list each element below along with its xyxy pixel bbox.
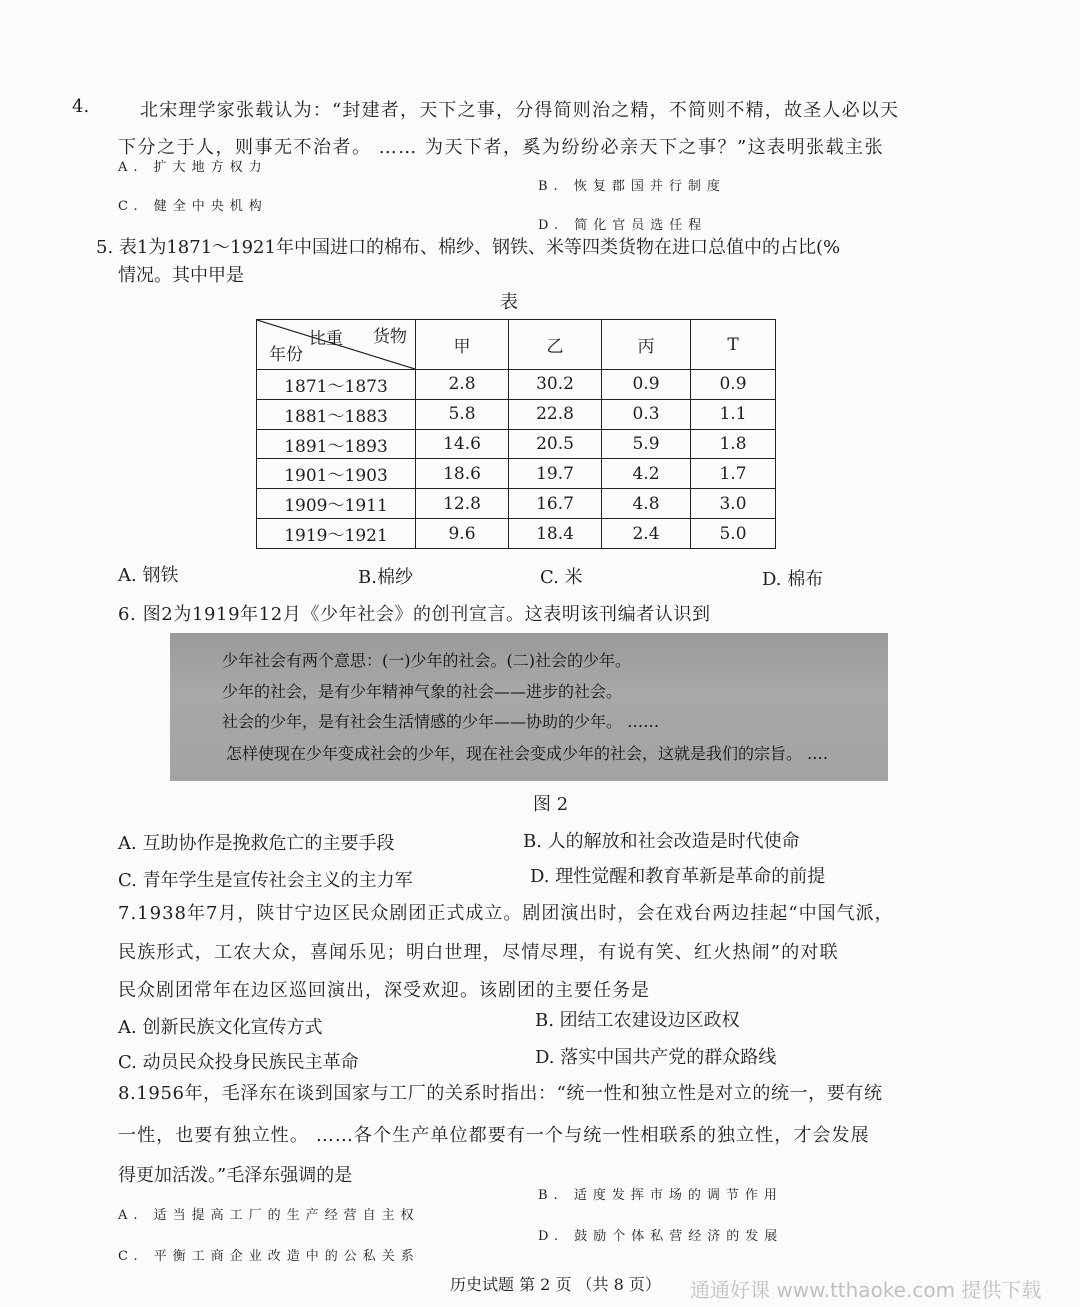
q6-option-b: B. 人的解放和社会改造是时代使命 — [523, 831, 800, 852]
q6-stem-line1: 6. 图2为1919年12月《少年社会》的创刊宣言。这表明该刊编者认识到 — [118, 604, 711, 625]
q6-option-d: D. 理性觉醒和教育革新是革命的前提 — [530, 866, 826, 887]
q8-option-b: B. 适度发挥市场的调节作用 — [538, 1188, 783, 1203]
table-cell: 22.8 — [509, 399, 602, 429]
table-cell: 0.9 — [691, 370, 776, 400]
q5-option-d: D. 棉布 — [762, 569, 824, 590]
table-cell: 1919～1921 — [257, 519, 416, 549]
table-cell: 1.8 — [691, 429, 776, 459]
q8-option-c: C. 平衡工商企业改造中的公私关系 — [118, 1249, 420, 1264]
q5-option-b: B.棉纱 — [358, 567, 413, 588]
table-row — [257, 429, 776, 459]
table-row — [257, 489, 776, 519]
table-cell: 4.2 — [602, 459, 691, 489]
table-cell: 16.7 — [509, 489, 602, 519]
q6-option-c: C. 青年学生是宣传社会主义的主力军 — [118, 870, 413, 891]
figure-line: 社会的少年，是有社会生活情感的少年——协助的少年。 …… — [222, 712, 660, 731]
q7-option-c: C. 动员民众投身民族民主革命 — [118, 1052, 359, 1073]
q7-option-a: A. 创新民族文化宣传方式 — [118, 1017, 323, 1038]
table-cell: 1.1 — [691, 399, 776, 429]
table-cell: 18.4 — [509, 519, 602, 549]
manifesto-figure — [170, 633, 888, 781]
q7-option-d: D. 落实中国共产党的群众路线 — [535, 1047, 777, 1068]
q4-option-a: A. 扩大地方权力 — [118, 160, 268, 175]
q7-stem-line3: 民众剧团常年在边区巡回演出，深受欢迎。该剧团的主要任务是 — [118, 980, 650, 1001]
q4-stem-line2: 下分之于人，则事无不治者。 …… 为天下者，奚为纷纷必亲天下之事？”这表明张载主张 — [118, 137, 885, 158]
header-year: 年份 — [269, 345, 303, 365]
q4-option-c: C. 健全中央机构 — [118, 199, 268, 214]
q8-stem-line2: 一性，也要有独立性。 ……各个生产单位都要有一个与统一性相联系的独立性，才会发展 — [118, 1125, 870, 1146]
table-cell: 1909～1911 — [257, 489, 416, 519]
table-cell: 5.0 — [691, 519, 776, 549]
column-header: T — [691, 320, 776, 370]
figure-line: 少年的社会，是有少年精神气象的社会——进步的社会。 — [222, 682, 623, 701]
table-row — [257, 399, 776, 429]
table-cell: 2.4 — [602, 519, 691, 549]
table-cell: 1881～1883 — [257, 399, 416, 429]
header-goods: 货物 — [373, 327, 407, 347]
table-cell: 1.7 — [691, 459, 776, 489]
table-cell: 0.9 — [602, 370, 691, 400]
q8-option-d: D. 鼓励个体私营经济的发展 — [538, 1229, 784, 1244]
q5-option-c: C. 米 — [540, 567, 583, 588]
q7-option-b: B. 团结工农建设边区政权 — [535, 1010, 740, 1031]
table-row — [257, 519, 776, 549]
column-header: 丙 — [602, 320, 691, 370]
table-cell: 9.6 — [416, 519, 509, 549]
table-cell: 12.8 — [416, 489, 509, 519]
table-cell: 18.6 — [416, 459, 509, 489]
table-corner-header — [257, 320, 416, 370]
q6-option-a: A. 互助协作是挽救危亡的主要手段 — [118, 833, 395, 854]
q7-stem-line2: 民族形式，工农大众，喜闻乐见；明白世理，尽情尽理，有说有笑、红火热闹”的对联 — [118, 942, 839, 963]
table-cell: 1901～1903 — [257, 459, 416, 489]
q8-stem-line3: 得更加活泼。”毛泽东强调的是 — [118, 1165, 353, 1186]
q7-stem-line1: 7.1938年7月，陕甘宁边区民众剧团正式成立。剧团演出时，会在戏台两边挂起“中国气派， — [118, 903, 894, 924]
table-cell: 3.0 — [691, 489, 776, 519]
q8-option-a: A. 适当提高工厂的生产经营自主权 — [118, 1208, 420, 1223]
page-footer: 历史试题 第 2 页 （共 8 页） — [450, 1275, 661, 1294]
table-header-row — [257, 320, 776, 370]
table-cell: 4.8 — [602, 489, 691, 519]
table-cell: 20.5 — [509, 429, 602, 459]
watermark: 通通好课 www.tthaoke.com 提供下载 — [690, 1278, 1042, 1302]
table-cell: 2.8 — [416, 370, 509, 400]
table-cell: 1891～1893 — [257, 429, 416, 459]
table-cell: 14.6 — [416, 429, 509, 459]
table-row — [257, 459, 776, 489]
q8-stem-line1: 8.1956年，毛泽东在谈到国家与工厂的关系时指出：“统一性和独立性是对立的统一，要有统 — [118, 1083, 883, 1104]
figure-line: 少年社会有两个意思：(一)少年的社会。(二)社会的少年。 — [222, 651, 631, 670]
table-cell: 30.2 — [509, 370, 602, 400]
table-cell: 5.8 — [416, 399, 509, 429]
column-header: 乙 — [509, 320, 602, 370]
q4-stem-line1: 北宋理学家张载认为：“封建者，天下之事，分得简则治之精，不简则不精，故圣人必以天 — [140, 100, 900, 121]
table-cell: 5.9 — [602, 429, 691, 459]
import-ratio-table — [256, 319, 776, 549]
q4-option-b: B. 恢复郡国并行制度 — [538, 179, 726, 194]
q4-number: 4. — [72, 96, 90, 117]
q5-stem-line2: 情况。其中甲是 — [118, 265, 244, 286]
table-cell: 1871～1873 — [257, 370, 416, 400]
q4-option-d: D. 简化官员选任程 — [538, 218, 708, 233]
figure-line: 怎样使现在少年变成社会的少年，现在社会变成少年的社会，这就是我们的宗旨。 .… — [226, 744, 829, 763]
table-title: 表 — [500, 292, 518, 313]
table-row — [257, 370, 776, 400]
figure-caption: 图 2 — [533, 794, 569, 815]
column-header: 甲 — [416, 320, 509, 370]
q5-stem-line1: 5. 表1为1871～1921年中国进口的棉布、棉纱、钢铁、米等四类货物在进口总值中的占比(% — [96, 237, 841, 258]
table-cell: 0.3 — [602, 399, 691, 429]
table-cell: 19.7 — [509, 459, 602, 489]
q5-option-a: A. 钢铁 — [118, 565, 179, 586]
header-ratio: 比重 — [309, 329, 343, 349]
